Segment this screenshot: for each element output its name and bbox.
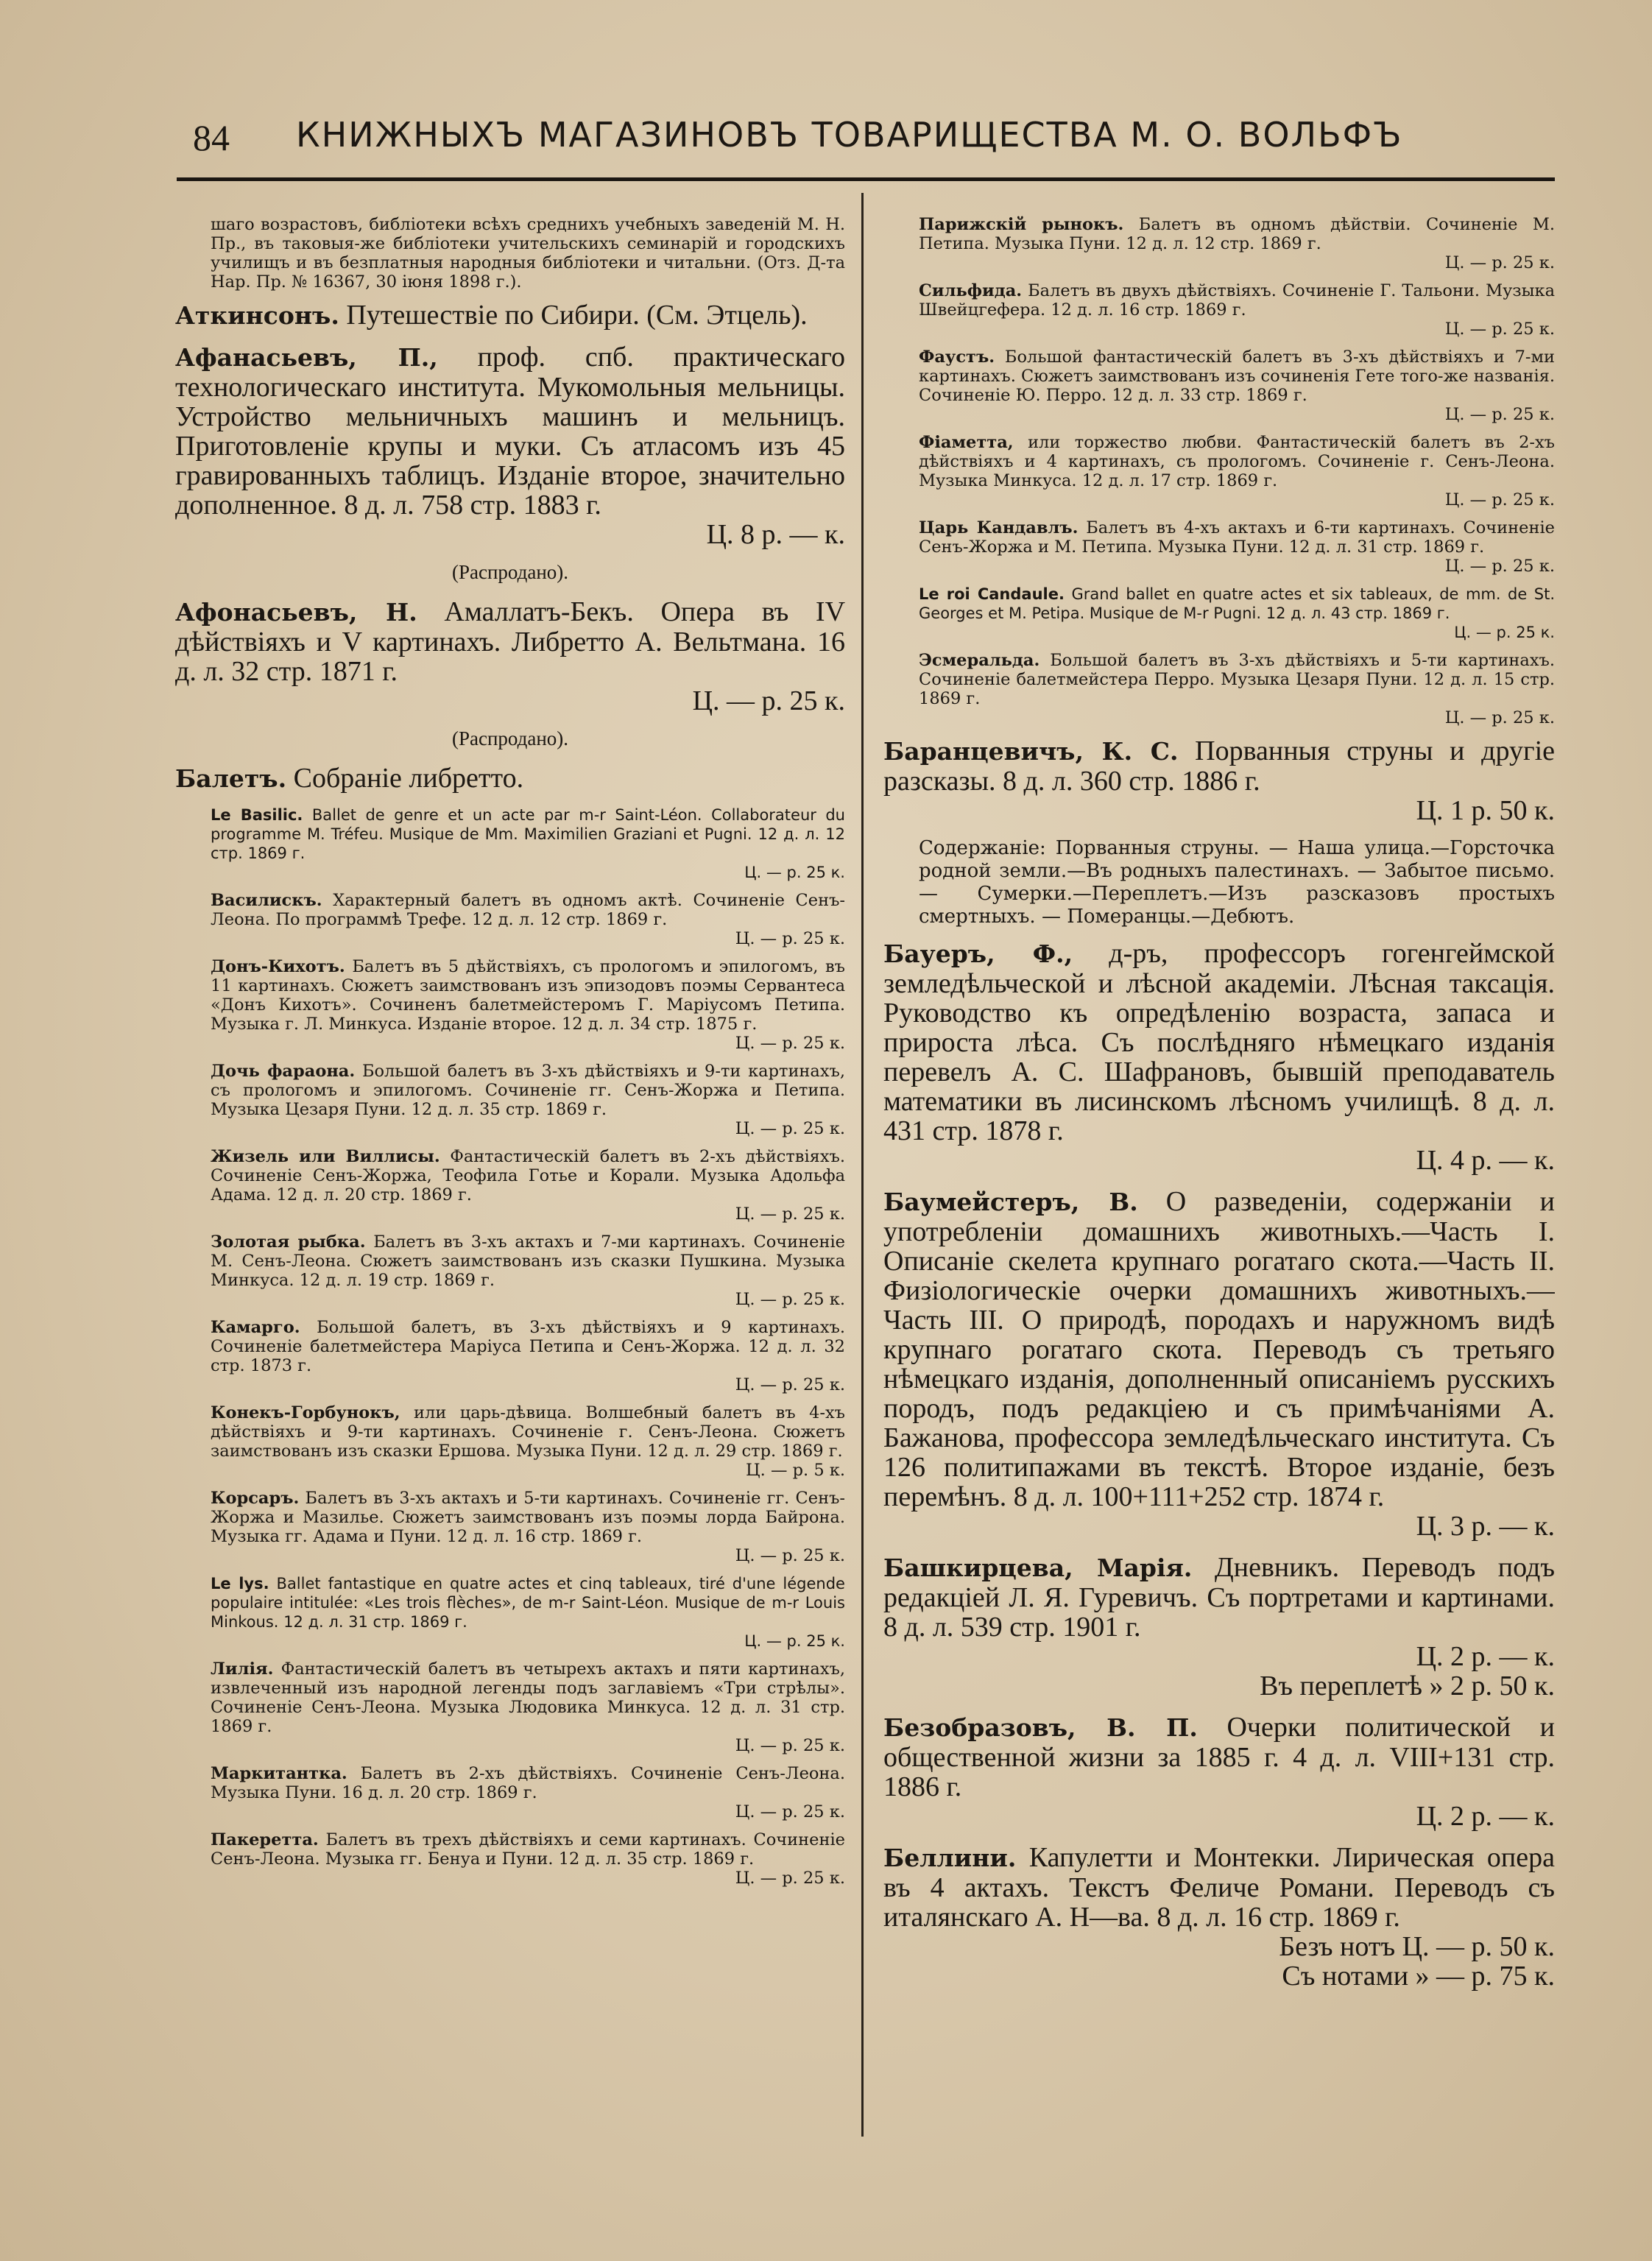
entry-price: Ц. — р. 25 к. xyxy=(735,1869,845,1888)
entry-headword: Башкирцева, Марія. xyxy=(883,1553,1193,1582)
entry-text: Порванныя струны и другіе разсказы. 8 д. л. 360 стр. 1886 г. xyxy=(883,736,1555,797)
entry-headword: Афонасьевъ, Н. xyxy=(175,598,417,627)
entry-text: или царь-дѣвица. Волшебный балетъ въ 4-хъ дѣйствіяхъ и 9-ти картинахъ. Сочиненіе г. Сенъ-Леона. Сюжетъ заимствованъ изъ сказки Ершова. Музыка Пуни. 12 д. л. 29 стр. 1869 г. xyxy=(211,1403,845,1461)
ballet-libretto-list-continued xyxy=(883,215,1555,727)
entry-bashkirtseva xyxy=(883,1553,1555,1701)
right-column xyxy=(883,215,1555,2159)
entry-price-with-notes: Съ нотами » — р. 75 к. xyxy=(1282,1961,1555,1992)
libretto-entry xyxy=(175,1764,845,1821)
entry-headword: Фіаметта, xyxy=(919,433,1014,452)
entry-text: Путешествіе по Сибири. (См. Этцель). xyxy=(346,300,808,331)
entry-headword: Камарго. xyxy=(211,1318,300,1337)
left-column xyxy=(175,215,845,2159)
page-number: 84 xyxy=(193,117,230,158)
entry-baumeister xyxy=(883,1187,1555,1541)
entry-text: Балетъ въ одномъ дѣйствіи. Сочиненіе М. Петипа. Музыка Пуни. 12 д. л. 12 стр. 1869 г. xyxy=(919,215,1555,253)
entry-headword: Le roi Candaule. xyxy=(919,585,1065,603)
entry-price: Ц. — р. 25 к. xyxy=(735,1546,845,1565)
libretto-entry xyxy=(175,1830,845,1888)
running-title: КНИЖНЫХЪ МАГАЗИНОВЪ ТОВАРИЩЕСТВА М. О. ВОЛЬФЪ xyxy=(296,115,1403,155)
entry-headword: Бауеръ, Ф., xyxy=(883,939,1073,968)
entry-text: Большой балетъ въ 3-хъ дѣйствіяхъ и 9-ти картинахъ, съ прологомъ и эпилогомъ. Сочиненіе гг. Сенъ-Жоржа и Петипа. Музыка Цезаря Пуни. 12 д. л. 35 стр. 1869 г. xyxy=(211,1062,845,1119)
entry-text: Балетъ въ трехъ дѣйствіяхъ и семи картинахъ. Сочиненіе Сенъ-Леона. Музыка гг. Бенуа и Пуни. 12 д. л. 35 стр. 1869 г. xyxy=(211,1830,845,1869)
entry-headword: Le lys. xyxy=(211,1575,269,1592)
libretto-entry xyxy=(175,1574,845,1651)
entry-price: Ц. 1 р. 50 к. xyxy=(1416,795,1555,826)
entry-price: Ц. 2 р. — к. xyxy=(1416,1641,1555,1672)
entry-text: Балетъ въ 4-хъ актахъ и 6-ти картинахъ. Сочиненіе Сенъ-Жоржа и М. Петипа. Музыка Пуни. 12 д. л. 31 стр. 1869 г. xyxy=(919,518,1555,557)
entry-price: Ц. 3 р. — к. xyxy=(1416,1511,1555,1542)
running-header xyxy=(193,110,1459,169)
entry-price: Ц. — р. 25 к. xyxy=(735,1375,845,1394)
entry-headword: Пакеретта. xyxy=(211,1830,319,1849)
entry-headword: Фаустъ. xyxy=(919,348,995,367)
entry-afonasiev xyxy=(175,597,845,716)
libretto-entry xyxy=(175,1403,845,1480)
libretto-entry xyxy=(883,215,1555,272)
entry-headword: Баранцевичъ, К. С. xyxy=(883,737,1179,766)
libretto-entry xyxy=(175,1232,845,1309)
entry-price: Ц. — р. 25 к. xyxy=(735,1290,845,1309)
libretto-entry xyxy=(883,348,1555,424)
entry-text: Grand ballet en quatre actes et six tableaux, de mm. de St. Georges et M. Petipa. Musique de M-r Pugni. 12 д. л. 43 стр. 1869 г. xyxy=(919,585,1555,622)
entry-text: Собраніе либретто. xyxy=(293,763,524,794)
entry-headword: Дочь фараона. xyxy=(211,1062,356,1081)
libretto-entry xyxy=(175,1659,845,1755)
libretto-entry xyxy=(883,585,1555,642)
libretto-entry xyxy=(175,1489,845,1565)
entry-barantsevich xyxy=(883,736,1555,825)
entry-text: Балетъ въ 3-хъ актахъ и 7-ми картинахъ. Сочиненіе М. Сенъ-Леона. Сюжетъ заимствованъ изъ сказки Пушкина. Музыка Минкуса. 12 д. л. 19 стр. 1869 г. xyxy=(211,1232,845,1290)
entry-text: д-ръ, профессоръ гогенгеймской земледѣльческой и лѣсной академіи. Лѣсная таксація. Руководство къ опредѣленію возраста, запаса и прироста лѣса. Съ послѣдняго нѣмецкаго изданія перевелъ А. С. Шафрановъ, бывшій преподаватель математики въ лисинскомъ лѣсномъ училищѣ. 8 д. л. 431 стр. 1878 г. xyxy=(883,938,1555,1146)
entry-price: Ц. — р. 25 к. xyxy=(1444,708,1555,727)
entry-price: Ц. — р. 25 к. xyxy=(735,929,845,948)
continued-entry xyxy=(175,215,845,292)
entry-headword: Беллини. xyxy=(883,1844,1017,1872)
entry-price: Ц. — р. 25 к. xyxy=(735,1204,845,1224)
header-rule xyxy=(177,177,1555,181)
entry-text: О разведеніи, содержаніи и употребленіи домашнихъ животныхъ.—Часть I. Описаніе скелета крупнаго рогатаго скота.—Часть II. Физіологическіе очерки домашнихъ животныхъ.—Часть III. О природѣ, породахъ и наружномъ видѣ крупнаго рогатаго скота. Переводъ съ третьяго нѣмецкаго изданія, дополненный описаніемъ русскихъ породъ, подъ редакціею и съ примѣчаніями А. Бажанова, профессора земледѣльческаго института. Съ 126 политипажами въ текстѣ. Второе изданіе, безъ перемѣнъ. 8 д. л. 100+111+252 стр. 1874 г. xyxy=(883,1186,1555,1512)
entry-text: или торжество любви. Фантастическій балетъ въ 2-хъ дѣйствіяхъ и 4 картинахъ, съ прологомъ. Сочиненіе г. Сенъ-Леона. Музыка Минкуса. 12 д. л. 17 стр. 1869 г. xyxy=(919,433,1555,490)
libretto-entry xyxy=(175,891,845,948)
libretto-entry xyxy=(883,433,1555,509)
entry-contents: Содержаніе: Порванныя струны. — Наша улица.—Горсточка родной земли.—Въ родныхъ палестинахъ. — Забытое письмо. — Сумерки.—Переплетъ.—Изъ разсказовъ простыхъ смертныхъ. — Померанцы.—Дебютъ. xyxy=(919,837,1555,928)
entry-headword: Лилія. xyxy=(211,1659,274,1679)
entry-text: проф. спб. практическаго технологическаго института. Мукомольныя мельницы. Устройство мельничныхъ машинъ и мельницъ. Приготовленіе крупы и муки. Съ атласомъ изъ 45 гравированныхъ таблицъ. Изданіе второе, значительно дополненное. 8 д. л. 758 стр. 1883 г. xyxy=(175,342,845,521)
entry-headword: Le Basilic. xyxy=(211,806,303,824)
libretto-entry xyxy=(175,805,845,882)
entry-headword: Царь Кандавлъ. xyxy=(919,518,1079,537)
entry-price: Ц. — р. 25 к. xyxy=(1444,320,1555,339)
entry-text: Фантастическій балетъ въ четырехъ актахъ и пяти картинахъ, извлеченный изъ народной легенды подъ заглавіемъ «Три стрѣлы». Сочиненіе Сенъ-Леона. Музыка Людовика Минкуса. 12 д. л. 31 стр. 1869 г. xyxy=(211,1659,845,1736)
entry-price: Ц. — р. 25 к. xyxy=(1454,624,1555,641)
entry-price: Ц. — р. 25 к. xyxy=(735,1802,845,1821)
entry-price: Ц. — р. 25 к. xyxy=(735,1034,845,1053)
entry-price: Ц. — р. 25 к. xyxy=(735,1736,845,1755)
libretto-entry xyxy=(883,281,1555,339)
entry-headword: Балетъ. xyxy=(175,764,287,793)
column-divider xyxy=(861,193,864,2137)
entry-headword: Маркитантка. xyxy=(211,1764,347,1783)
entry-price: Ц. — р. 25 к. xyxy=(1444,557,1555,576)
entry-headword: Конекъ-Горбунокъ, xyxy=(211,1403,400,1422)
entry-text: Дневникъ. Переводъ подъ редакціей Л. Я. Гуревичъ. Съ портретами и картинами. 8 д. л. 539 стр. 1901 г. xyxy=(883,1552,1555,1643)
entry-bezobrazov xyxy=(883,1712,1555,1831)
out-of-print-note: (Распродано). xyxy=(451,727,569,749)
entry-headword: Василискъ. xyxy=(211,891,322,910)
out-of-print-note: (Распродано). xyxy=(451,561,569,583)
ballet-libretto-list xyxy=(175,805,845,1888)
entry-price: Ц. — р. 25 к. xyxy=(735,1119,845,1138)
entry-price: Ц. 2 р. — к. xyxy=(1416,1801,1555,1832)
libretto-entry xyxy=(883,651,1555,727)
entry-headword: Корсаръ. xyxy=(211,1489,300,1508)
entry-bellini xyxy=(883,1843,1555,1991)
entry-text: Большой балетъ, въ 3-хъ дѣйствіяхъ и 9 картинахъ. Сочиненіе балетмейстера Маріуса Петипа и Сенъ-Жоржа. 12 д. л. 32 стр. 1873 г. xyxy=(211,1318,845,1375)
entry-price: Ц. — р. 25 к. xyxy=(1444,253,1555,272)
entry-text: Балетъ въ 2-хъ дѣйствіяхъ. Сочиненіе Сенъ-Леона. Музыка Пуни. 16 д. л. 20 стр. 1869 г. xyxy=(211,1764,845,1802)
entry-headword: Донъ-Кихотъ. xyxy=(211,957,345,976)
entry-text: Ballet fantastique en quatre actes et cinq tableaux, tiré d'une légende populaire intitulée: «Les trois flèches», de m-r Saint-Léon. Musique de m-r Louis Minkous. 12 д. л. 31 стр. 1869 г. xyxy=(211,1575,845,1631)
entry-text: Капулетти и Монтекки. Лирическая опера въ 4 актахъ. Текстъ Феличе Романи. Переводъ съ италянскаго А. Н—ва. 8 д. л. 16 стр. 1869 г. xyxy=(883,1842,1555,1933)
entry-text: Амаллатъ-Бекъ. Опера въ IV дѣйствіяхъ и V картинахъ. Либретто А. Вельтмана. 16 д. л. 32 стр. 1871 г. xyxy=(175,596,845,687)
entry-headword: Баумейстеръ, В. xyxy=(883,1188,1138,1216)
entry-afanasiev xyxy=(175,342,845,549)
entry-headword: Жизель или Виллисы. xyxy=(211,1147,440,1166)
entry-price-without-notes: Безъ нотъ Ц. — р. 50 к. xyxy=(1279,1931,1555,1962)
libretto-entry xyxy=(175,957,845,1053)
libretto-entry xyxy=(883,518,1555,576)
entry-text: Балетъ въ 3-хъ актахъ и 5-ти картинахъ. Сочиненіе гг. Сенъ-Жоржа и Мазилье. Сюжетъ заимствованъ изъ поэмы лорда Байрона. Музыка гг. Адама и Пуни. 12 д. л. 16 стр. 1869 г. xyxy=(211,1489,845,1546)
entry-price-bound: Въ переплетѣ » 2 р. 50 к. xyxy=(1260,1671,1555,1701)
entry-text: Ballet de genre et un acte par m-r Saint-Léon. Collaborateur du programme M. Tréfeu. Musique de Mm. Maximilien Graziani et Pugni. 12 д. л. 12 стр. 1869 г. xyxy=(211,806,845,862)
entry-text: Очерки политической и общественной жизни за 1885 г. 4 д. л. VIII+131 стр. 1886 г. xyxy=(883,1712,1555,1802)
entry-text: Большой балетъ въ 3-хъ дѣйствіяхъ и 5-ти картинахъ. Сочиненіе балетмейстера Перро. Музыка Цезаря Пуни. 12 д. л. 15 стр. 1869 г. xyxy=(919,651,1555,708)
entry-price: Ц. — р. 25 к. xyxy=(744,1632,845,1650)
entry-price: Ц. — р. 25 к. xyxy=(744,864,845,881)
entry-price: Ц. 8 р. — к. xyxy=(706,519,845,550)
entry-price: Ц. — р. 5 к. xyxy=(746,1461,845,1480)
entry-text: Балетъ въ двухъ дѣйствіяхъ. Сочиненіе Г. Тальони. Музыка Швейцгефера. 12 д. л. 16 стр. 1869 г. xyxy=(919,281,1555,320)
libretto-entry xyxy=(175,1062,845,1138)
entry-text: шаго возрастовъ, библіотеки всѣхъ среднихъ учебныхъ заведеній М. Н. Пр., въ таковыя-же библіотеки учительскихъ семинарій и городскихъ училищъ и въ безплатныя народныя библіотеки и читальни. (Отз. Д-та Нар. Пр. № 16367, 30 іюня 1898 г.). xyxy=(211,215,845,292)
entry-headword: Эсмеральда. xyxy=(919,651,1040,670)
entry-price: Ц. — р. 25 к. xyxy=(692,685,845,716)
entry-headword: Парижскій рынокъ. xyxy=(919,215,1124,234)
libretto-entry xyxy=(175,1318,845,1394)
entry-ballet xyxy=(175,763,845,794)
entry-headword: Безобразовъ, В. П. xyxy=(883,1713,1198,1742)
entry-text: Большой фантастическій балетъ въ 3-хъ дѣйствіяхъ и 7-ми картинахъ. Сюжетъ заимствованъ изъ сочиненія Гете того-же названія. Сочиненіе Ю. Перро. 12 д. л. 33 стр. 1869 г. xyxy=(919,348,1555,405)
entry-headword: Афанасьевъ, П., xyxy=(175,343,438,372)
entry-price: Ц. — р. 25 к. xyxy=(1444,405,1555,424)
entry-text: Балетъ въ 5 дѣйствіяхъ, съ прологомъ и эпилогомъ, въ 11 картинахъ. Сюжетъ заимствованъ изъ эпизодовъ поэмы Сервантеса «Донъ Кихотъ». Сочиненъ балетмейстеромъ Г. Маріусомъ Петипа. Музыка г. Л. Минкуса. Изданіе второе. 12 д. л. 34 стр. 1875 г. xyxy=(211,957,845,1034)
entry-text: Характерный балетъ въ одномъ актѣ. Сочиненіе Сенъ-Леона. По программѣ Трефе. 12 д. л. 12 стр. 1869 г. xyxy=(211,891,845,929)
entry-price: Ц. — р. 25 к. xyxy=(1444,490,1555,509)
entry-headword: Золотая рыбка. xyxy=(211,1232,366,1252)
entry-atkinson xyxy=(175,300,845,331)
libretto-entry xyxy=(175,1147,845,1224)
entry-bauer xyxy=(883,939,1555,1175)
entry-headword: Аткинсонъ. xyxy=(175,301,339,330)
entry-headword: Сильфида. xyxy=(919,281,1023,300)
entry-price: Ц. 4 р. — к. xyxy=(1416,1145,1555,1176)
entry-text: Фантастическій балетъ въ 2-хъ дѣйствіяхъ. Сочиненіе Сенъ-Жоржа, Теофила Готье и Корали. Музыка Адольфа Адама. 12 д. л. 20 стр. 1869 г. xyxy=(211,1147,845,1204)
